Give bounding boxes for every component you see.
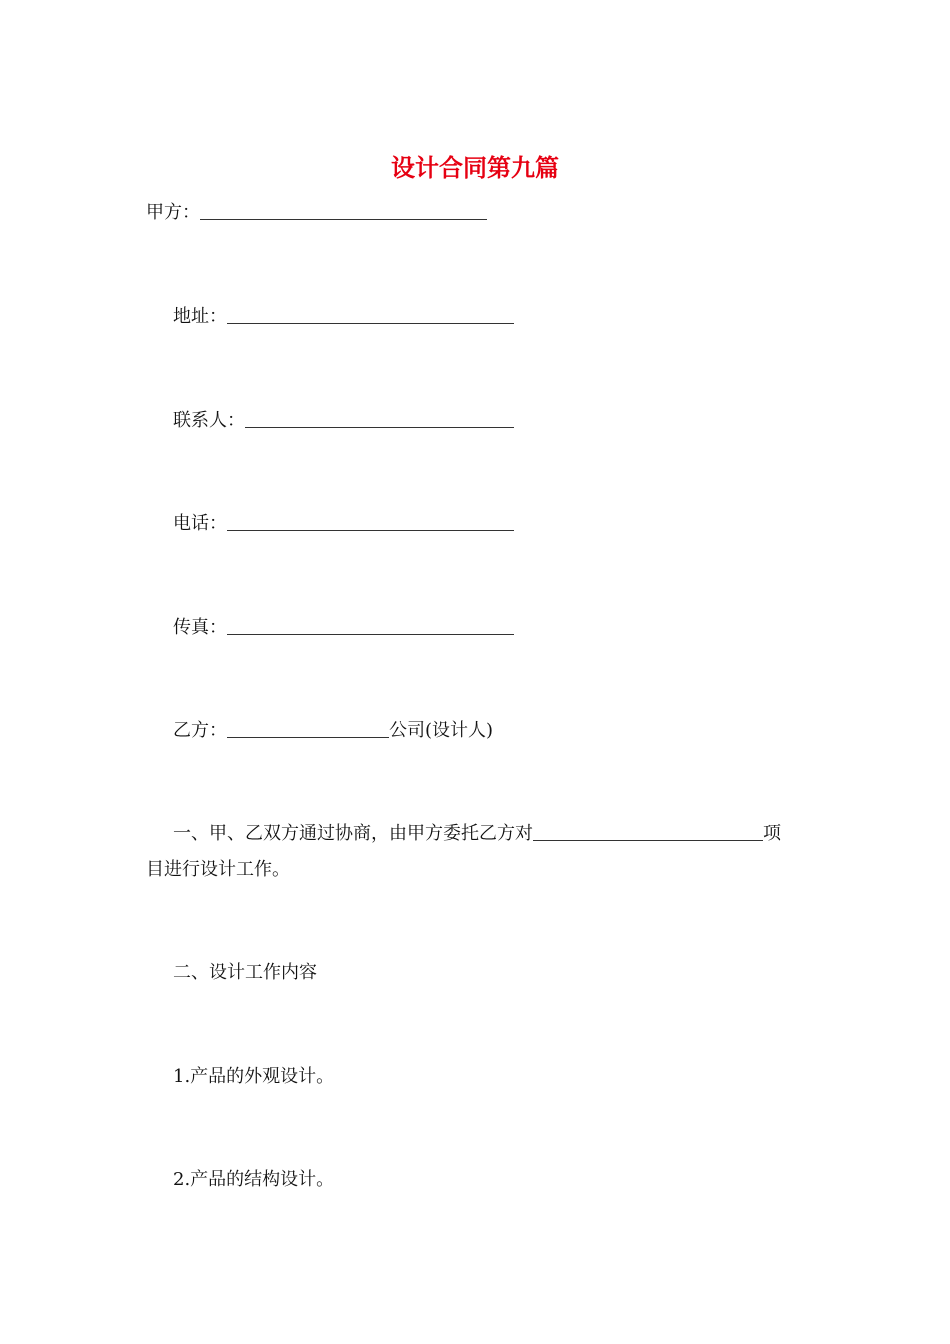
address-blank[interactable]	[227, 303, 514, 324]
project-blank[interactable]	[533, 820, 763, 841]
address-line	[173, 303, 514, 330]
party-a-label: 甲方：	[146, 202, 200, 223]
fax-blank[interactable]	[227, 614, 514, 635]
clause-2-item-1: 1.产品的外观设计。	[173, 1066, 335, 1087]
clause-1-end: 项	[763, 823, 781, 844]
clause-1-text: 一、甲、乙双方通过协商，由甲方委托乙方对	[173, 823, 533, 844]
clause-1-line-1	[173, 820, 781, 847]
fax-line	[173, 614, 514, 641]
clause-2-heading: 二、设计工作内容	[173, 962, 317, 983]
party-b-line	[173, 717, 493, 744]
party-b-suffix: 公司(设计人)	[389, 720, 494, 741]
contact-line	[173, 407, 514, 434]
party-a-blank[interactable]	[200, 199, 487, 220]
contact-label: 联系人：	[173, 410, 245, 431]
contact-blank[interactable]	[245, 407, 514, 428]
clause-2-item-2: 2.产品的结构设计。	[173, 1169, 335, 1190]
fax-label: 传真：	[173, 617, 227, 638]
party-b-blank[interactable]	[227, 717, 389, 738]
document-title: 设计合同第九篇	[391, 153, 559, 182]
clause-1-line-2: 目进行设计工作。	[146, 859, 290, 880]
phone-label: 电话：	[173, 513, 227, 534]
party-a-line	[146, 199, 487, 226]
phone-line	[173, 510, 514, 537]
address-label: 地址：	[173, 306, 227, 327]
phone-blank[interactable]	[227, 510, 514, 531]
party-b-label: 乙方：	[173, 720, 227, 741]
